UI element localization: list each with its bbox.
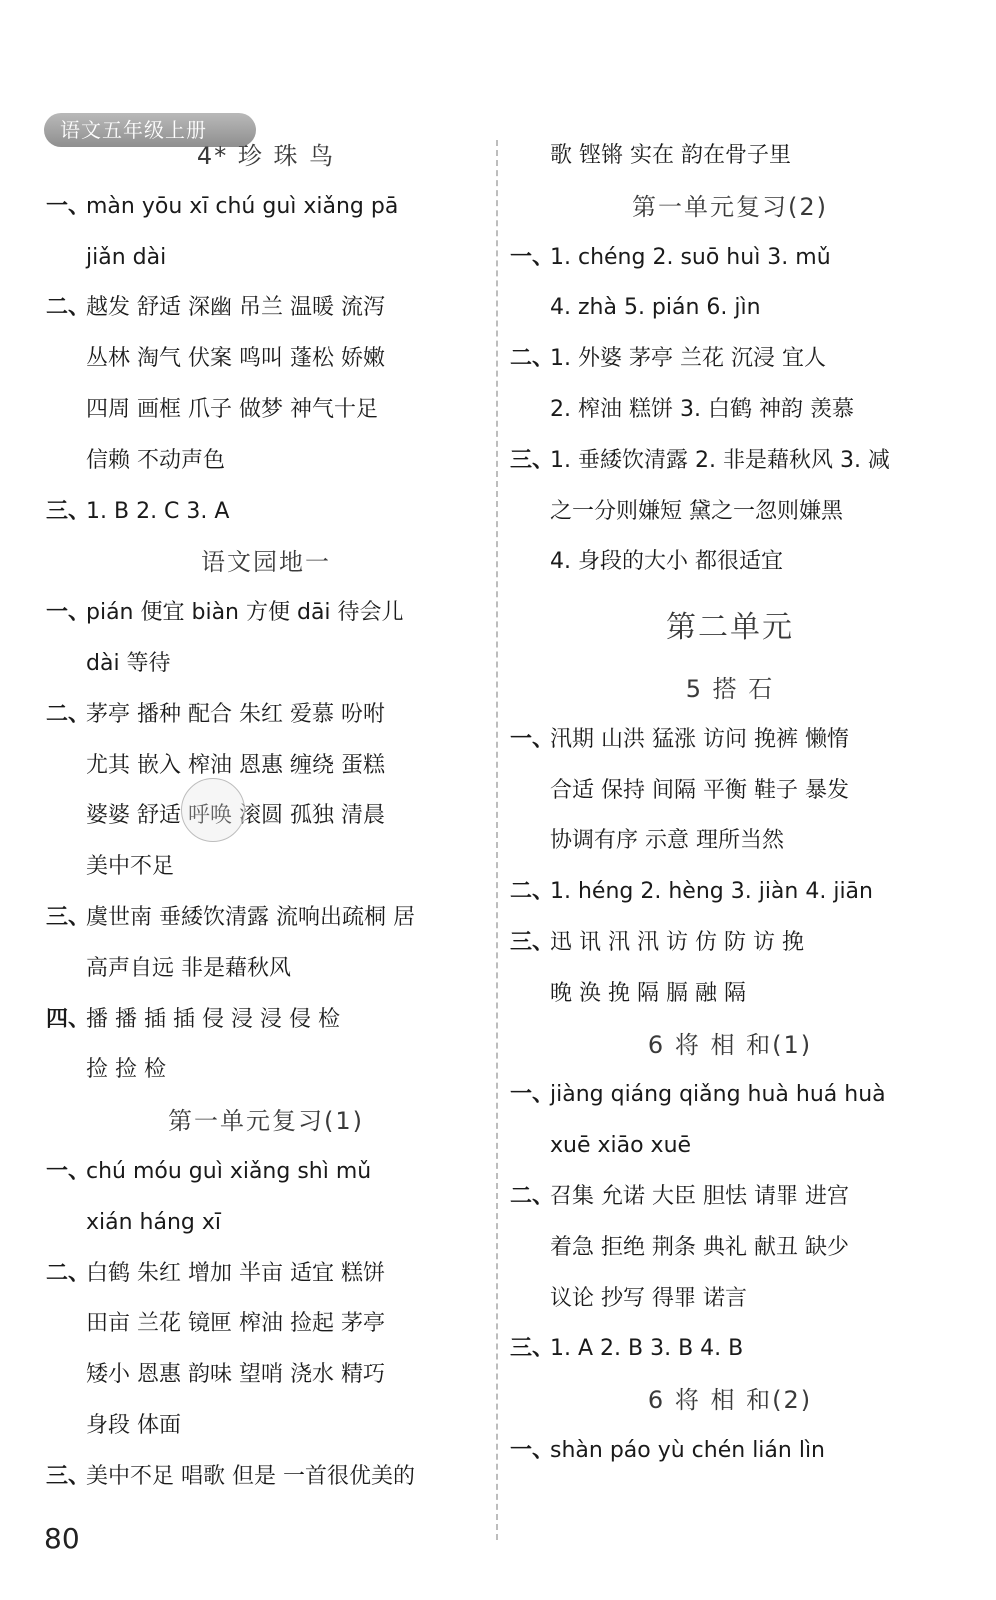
answer-line [46, 1152, 486, 1192]
answer-text: 之一分则嫌短 黛之一忽则嫌黑 [550, 498, 843, 524]
answer-line [510, 238, 950, 278]
answer-line [46, 593, 486, 633]
answer-line [46, 644, 486, 684]
answer-text: 婆婆 舒适 呼唤 滚圆 孤独 清晨 [86, 803, 385, 829]
answer-text: 1. chéng 2. suō huì 3. mǔ [550, 244, 831, 270]
answer-text: jiǎn dài [86, 244, 167, 270]
answer-line [510, 1431, 950, 1471]
question-label: 三、 [510, 930, 555, 955]
section-heading: 4* 珍 珠 鸟 [196, 142, 336, 170]
question-label: 三、 [510, 447, 555, 473]
question-label: 一、 [510, 726, 555, 752]
answer-text: 协调有序 示意 理所当然 [550, 828, 784, 854]
answer-line [46, 1457, 486, 1497]
answer-text: 播 播 插 插 侵 浸 浸 侵 检 [86, 1006, 340, 1032]
answer-text: 着急 拒绝 荆条 典礼 献丑 缺少 [550, 1234, 849, 1260]
unit-heading: 第二单元 [666, 610, 794, 646]
answer-text: 丛林 淘气 伏案 鸣叫 蓬松 娇嫩 [86, 346, 385, 372]
answer-line [46, 1406, 486, 1446]
question-label: 二、 [46, 1260, 91, 1286]
answer-line [510, 542, 950, 582]
question-label: 一、 [46, 193, 91, 219]
answer-line [510, 1126, 950, 1166]
question-label: 一、 [510, 244, 555, 270]
answer-text: 汛期 山洪 猛涨 访问 挽裤 懒惰 [550, 726, 849, 752]
answer-line [46, 796, 486, 836]
question-label: 二、 [510, 346, 555, 372]
question-label: 一、 [46, 600, 91, 626]
section-heading: 语文园地一 [201, 548, 331, 577]
answer-line [510, 821, 950, 861]
answer-text: 2. 榨油 糕饼 3. 白鹤 神韵 羡慕 [550, 397, 854, 422]
answer-line [510, 492, 950, 532]
answer-line [510, 339, 950, 379]
answer-text: 1. A 2. B 3. B 4. B [550, 1336, 744, 1362]
question-label: 三、 [510, 1336, 555, 1362]
answer-line [46, 238, 486, 278]
answer-line [510, 441, 950, 481]
answer-text: 迅 讯 汛 汛 访 仿 防 访 挽 [550, 930, 804, 955]
answer-line [510, 136, 950, 176]
page-number: 80 [44, 1522, 80, 1555]
question-label: 三、 [46, 1463, 91, 1489]
question-label: 二、 [46, 295, 91, 321]
answer-line [46, 492, 486, 532]
answer-text: 捡 捡 检 [86, 1057, 166, 1083]
question-label: 一、 [510, 1082, 555, 1108]
answer-line [510, 923, 950, 963]
answer-line [510, 1279, 950, 1319]
section-heading: 6 将 相 和(2) [647, 1386, 813, 1415]
answer-text: 虞世南 垂緌饮清露 流响出疏桐 居 [86, 905, 415, 930]
answer-text: 1. 外婆 茅亭 兰花 沉浸 宜人 [550, 346, 826, 372]
question-label: 一、 [510, 1438, 555, 1463]
question-label: 二、 [46, 701, 91, 727]
answer-text: chú móu guì xiǎng shì mǔ [86, 1159, 372, 1184]
answer-text: 美中不足 唱歌 但是 一首很优美的 [86, 1463, 415, 1489]
answer-line [46, 187, 486, 227]
answer-line [46, 1203, 486, 1243]
answer-text: 信赖 不动声色 [86, 447, 225, 473]
column-divider [496, 140, 498, 1540]
answer-text: 1. héng 2. hèng 3. jiàn 4. jiān [550, 879, 873, 905]
answer-text: 茅亭 播种 配合 朱红 爱慕 吩咐 [86, 701, 385, 727]
answer-line [510, 974, 950, 1014]
section-heading: 6 将 相 和(1) [647, 1030, 813, 1059]
answer-text: 1. 垂緌饮清露 2. 非是藉秋风 3. 减 [550, 447, 890, 473]
answer-line [46, 1254, 486, 1294]
answer-text: jiàng qiáng qiǎng huà huá huà [550, 1082, 886, 1108]
answer-text: xián háng xī [86, 1209, 222, 1235]
answer-text: 白鹤 朱红 增加 半亩 适宜 糕饼 [86, 1260, 385, 1286]
answer-text: 尤其 嵌入 榨油 恩惠 缠绕 蛋糕 [86, 752, 385, 778]
answer-text: 美中不足 [86, 854, 175, 880]
answer-line [510, 720, 950, 760]
question-label: 二、 [510, 1184, 555, 1209]
answer-text: 田亩 兰花 镜匣 榨油 捡起 茅亭 [86, 1311, 385, 1337]
answer-line [46, 1304, 486, 1344]
answer-line [46, 898, 486, 938]
answer-text: 议论 抄写 得罪 诺言 [550, 1285, 747, 1311]
question-label: 二、 [510, 879, 555, 905]
answer-line [46, 1000, 486, 1040]
section-heading: 第一单元复习(2) [632, 192, 828, 221]
answer-line [46, 288, 486, 328]
answer-line [510, 1329, 950, 1369]
answer-text: 矮小 恩惠 韵味 望哨 浇水 精巧 [86, 1362, 385, 1388]
answer-line [46, 746, 486, 786]
answer-text: dài 等待 [86, 651, 171, 676]
answer-line [46, 1355, 486, 1395]
answer-line [46, 441, 486, 481]
answer-text: 越发 舒适 深幽 吊兰 温暖 流泻 [86, 295, 385, 321]
question-label: 一、 [46, 1159, 91, 1184]
answer-line [510, 771, 950, 811]
answer-line [510, 390, 950, 430]
answer-text: 4. zhà 5. pián 6. jìn [550, 295, 761, 321]
answer-line [46, 1050, 486, 1090]
answer-line [46, 695, 486, 735]
answer-text: 身段 体面 [86, 1413, 181, 1438]
question-label: 三、 [46, 498, 91, 524]
answer-line [510, 872, 950, 912]
answer-line [46, 847, 486, 887]
question-label: 四、 [46, 1006, 91, 1032]
answer-text: xuē xiāo xuē [550, 1133, 692, 1159]
answer-text: 4. 身段的大小 都很适宜 [550, 549, 783, 575]
section-heading: 第一单元复习(1) [168, 1107, 364, 1136]
answer-text: 1. B 2. C 3. A [86, 498, 230, 524]
answer-text: 晚 涣 挽 隔 膈 融 隔 [550, 980, 746, 1006]
answer-line [510, 288, 950, 328]
answer-text: 召集 允诺 大臣 胆怯 请罪 进宫 [550, 1184, 849, 1209]
answer-text: màn yōu xī chú guì xiǎng pā [86, 193, 399, 219]
answer-text: 高声自远 非是藉秋风 [86, 955, 291, 981]
answer-text: pián 便宜 biàn 方便 dāi 待会儿 [86, 600, 404, 626]
section-heading: 5 搭 石 [685, 675, 775, 703]
answer-line [46, 339, 486, 379]
header-badge: 语文五年级上册 [44, 113, 256, 147]
answer-text: 四周 画框 爪子 做梦 神气十足 [86, 397, 378, 422]
answer-line [510, 1177, 950, 1217]
answer-line [510, 1228, 950, 1268]
answer-text: shàn páo yù chén lián lìn [550, 1438, 825, 1463]
stamp-mark [181, 778, 245, 842]
answer-line [46, 949, 486, 989]
answer-text: 歌 铿锵 实在 韵在骨子里 [550, 143, 791, 168]
answer-line [510, 1075, 950, 1115]
answer-line [46, 390, 486, 430]
answer-text: 合适 保持 间隔 平衡 鞋子 暴发 [550, 777, 849, 803]
question-label: 三、 [46, 905, 91, 930]
